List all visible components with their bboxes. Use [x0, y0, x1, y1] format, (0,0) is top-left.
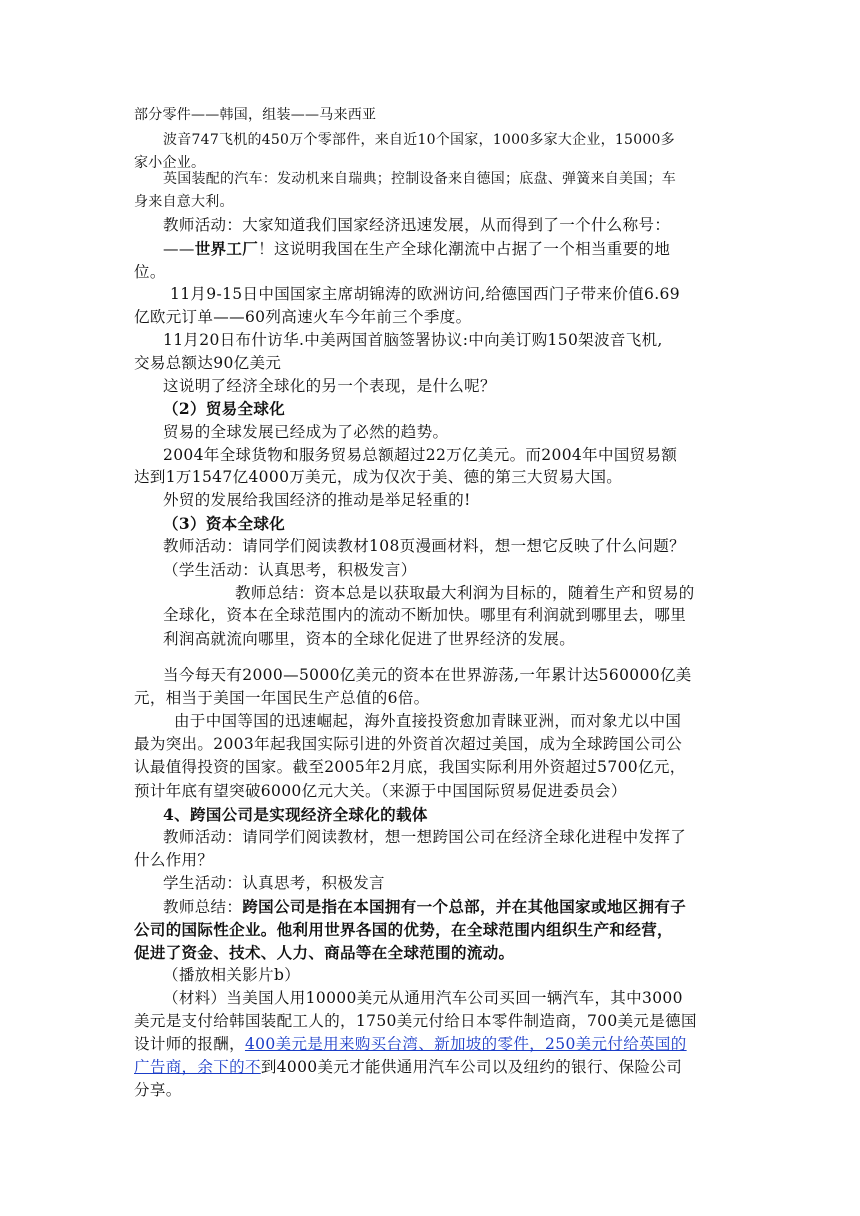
world-factory-term: 世界工厂	[194, 240, 259, 258]
text-line: 教师总结：资本总是以获取最大利润为目标的，随着生产和贸易的	[235, 584, 695, 602]
text-line: 达到1万1547亿4000万美元，成为仅次于美、德的第三大贸易大国。	[134, 468, 623, 486]
text-line: 什么作用？	[134, 851, 214, 869]
text-line: 部分零件——韩国，组装——马来西亚	[134, 107, 377, 123]
text-span: 设计师的报酬，	[134, 1035, 245, 1053]
summary-label: 教师总结：	[163, 898, 243, 916]
section-heading: （2）贸易全球化	[163, 399, 286, 418]
text-line: 利润高就流向哪里，资本的全球化促进了世界经济的发展。	[163, 630, 576, 648]
text-line: 亿欧元订单——60列高速火车今年前三个季度。	[134, 308, 472, 326]
text-line: 家小企业。	[134, 155, 206, 171]
text-line: 波音747飞机的450万个零部件，来自近10个国家，1000多家大企业，15000多	[163, 132, 675, 148]
text-line: （学生活动：认真思考，积极发言）	[163, 561, 417, 579]
bold-text-line: 促进了资金、技术、人力、商品等在全球范围的流动。	[134, 943, 515, 962]
text-line: 教师活动：请同学们阅读教材108页漫画材料，想一想它反映了什么问题？	[163, 537, 685, 555]
text-line	[0, 1037, 860, 1053]
text-line: （播放相关影片b）	[163, 966, 301, 984]
text-line: 这说明了经济全球化的另一个表现，是什么呢？	[163, 377, 496, 395]
text-line	[0, 1060, 860, 1076]
text-line: 分享。	[134, 1081, 182, 1099]
text-line: 外贸的发展给我国经济的推动是举足轻重的!	[163, 491, 471, 509]
text-line: 当今每天有2000—5000亿美元的资本在世界游荡,一年累计达560000亿美	[163, 666, 692, 684]
text-line: 由于中国等国的迅速崛起，海外直接投资愈加青睐亚洲，而对象尤以中国	[174, 712, 682, 730]
hyperlink-text[interactable]: 广告商，余下的不	[134, 1058, 261, 1076]
text-line: 2004年全球货物和服务贸易总额超过22万亿美元。而2004年中国贸易额	[163, 446, 678, 464]
text-line	[0, 899, 860, 916]
text-line	[0, 242, 860, 258]
text-line: 最为突出。2003年起我国实际引进的外资首次超过美国，成为全球跨国公司公	[134, 735, 683, 753]
text-line: 教师活动：大家知道我们国家经济迅速发展，从而得到了一个什么称号：	[163, 216, 671, 234]
text-line: 认最值得投资的国家。截至2005年2月底，我国实际利用外资超过5700亿元，	[134, 758, 686, 776]
text-line: 贸易的全球发展已经成为了必然的趋势。	[163, 423, 449, 441]
dash-text: ——	[163, 240, 195, 258]
hyperlink-text[interactable]: 400美元是用来购买台湾、新加坡的零件，250美元付给英国的	[244, 1035, 687, 1053]
text-line: 预计年底有望突破6000亿元大关。（来源于中国国际贸易促进委员会）	[134, 782, 627, 800]
text-span: ！这说明我国在生产全球化潮流中占据了一个相当重要的地	[258, 240, 671, 258]
bold-text-line: 公司的国际性企业。他利用世界各国的优势，在全球范围内组织生产和经营，	[134, 920, 673, 939]
text-span: 到4000美元才能供通用汽车公司以及纽约的银行、保险公司	[260, 1058, 683, 1076]
text-line: 美元是支付给韩国装配工人的，1750美元付给日本零件制造商，700美元是德国	[134, 1012, 697, 1030]
text-line: 元，相当于美国一年国民生产总值的6倍。	[134, 689, 430, 707]
text-line: （材料）当美国人用10000美元从通用汽车公司买回一辆汽车，其中3000	[163, 989, 683, 1007]
text-line: 全球化，资本在全球范围内的流动不断加快。哪里有利润就到哪里去，哪里	[163, 606, 687, 624]
section-heading: （3）资本全球化	[163, 514, 286, 533]
text-line: 交易总额达90亿美元	[134, 354, 282, 372]
text-line: 身来自意大利。	[134, 194, 234, 210]
text-line: 位。	[134, 263, 166, 281]
text-line: 教师活动：请同学们阅读教材，想一想跨国公司在经济全球化进程中发挥了	[163, 828, 687, 846]
bold-definition: 跨国公司是指在本国拥有一个总部，并在其他国家或地区拥有子	[242, 897, 687, 916]
text-line: 英国装配的汽车：发动机来自瑞典；控制设备来自德国；底盘、弹簧来自美国；车	[163, 171, 676, 187]
text-line: 11月20日布什访华.中美两国首脑签署协议:中向美订购150架波音飞机,	[163, 331, 663, 349]
section-heading: 4、跨国公司是实现经济全球化的载体	[163, 805, 428, 824]
text-line: 学生活动：认真思考，积极发言	[163, 874, 385, 892]
text-line: 11月9-15日中国国家主席胡锦涛的欧洲访问,给德国西门子带来价值6.69	[170, 285, 680, 303]
